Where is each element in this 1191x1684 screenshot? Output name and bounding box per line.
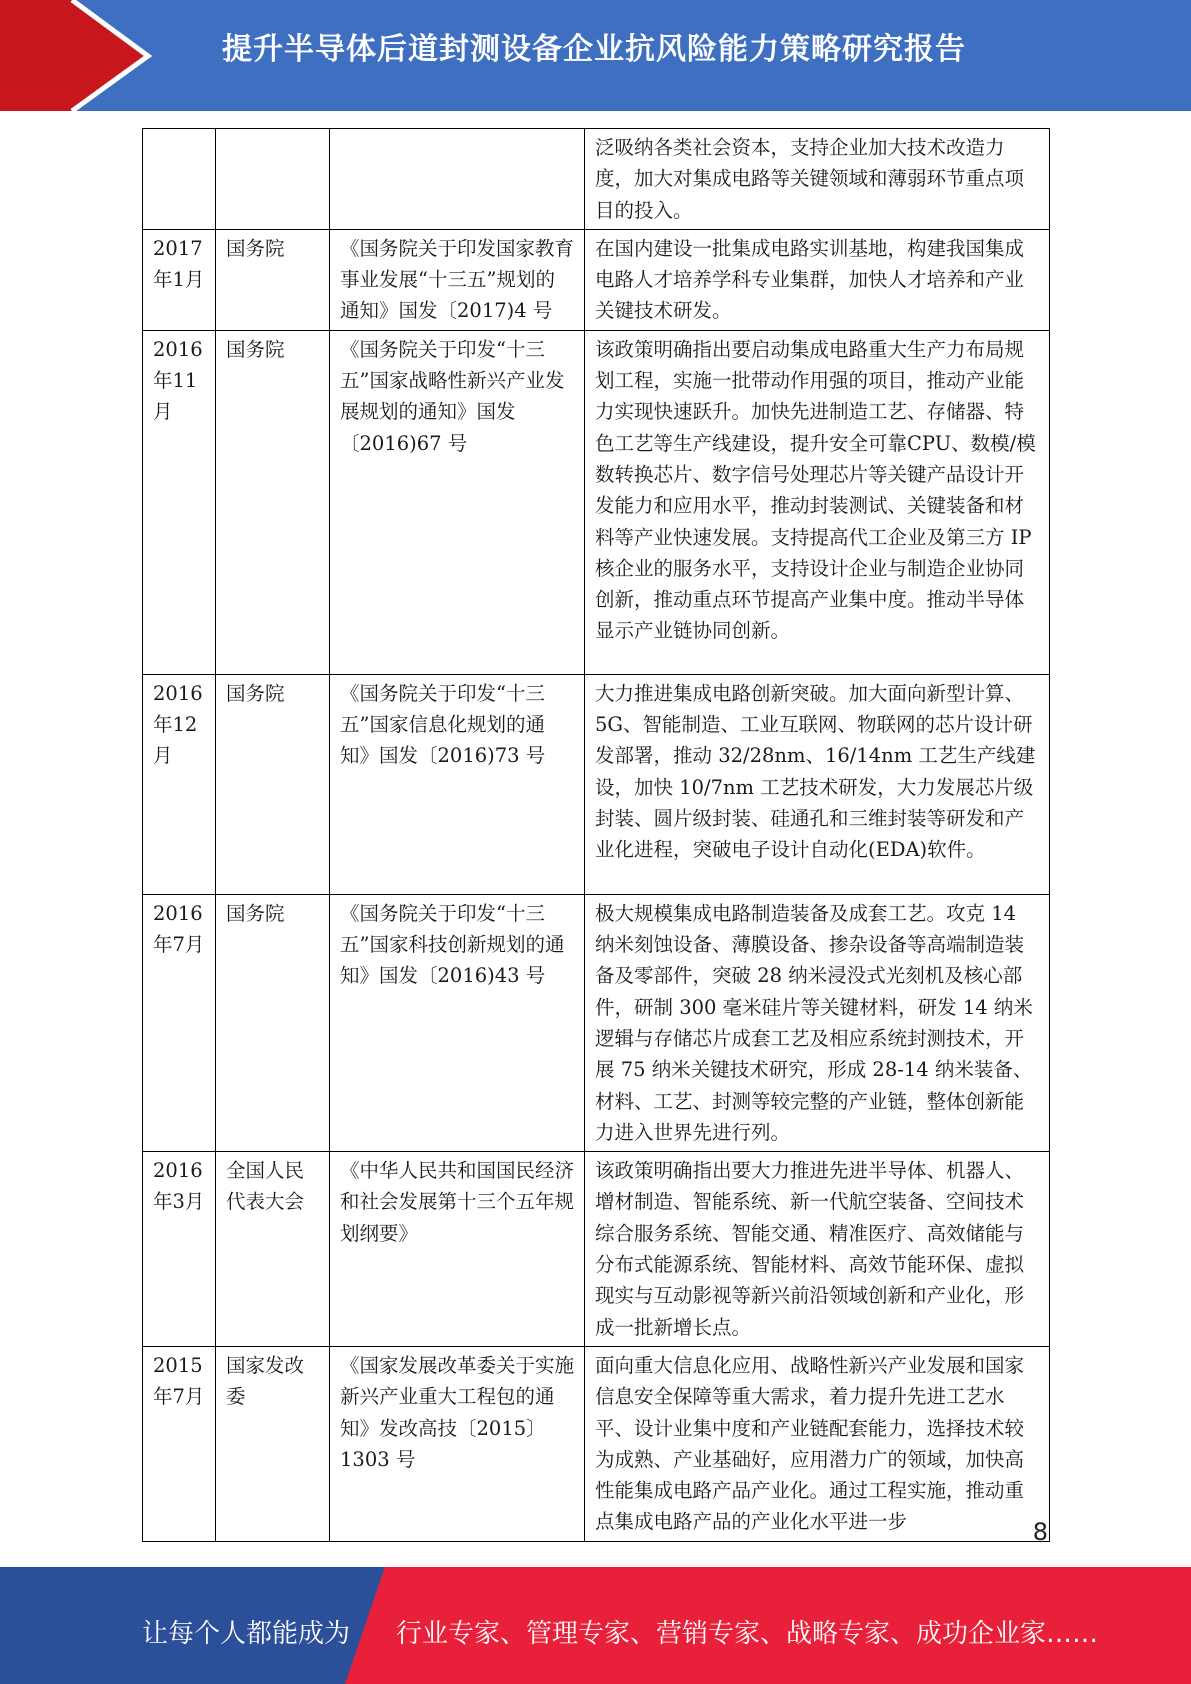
cell-document: 《中华人民共和国国民经济和社会发展第十三个五年规划纲要》 xyxy=(330,1152,585,1347)
cell-date: 2016年11月 xyxy=(143,330,216,674)
page-header xyxy=(0,0,1191,111)
cell-content: 该政策明确指出要启动集成电路重大生产力布局规划工程，实施一批带动作用强的项目，推动产业能力实现快速跃升。加快先进制造工艺、存储器、特色工艺等生产线建设，提升安全可靠CPU、数模/模数转换芯片、数字信号处理芯片等关键产品设计开发能力和应用水平，推动封装测试、关键装备和材料等产业快速发展。支持提高代工企业及第三方 IP 核企业的服务水平，支持设计企业与制造企业协同创新，推动重点环节提高产业集中度。推动半导体显示产业链协同创新。 xyxy=(585,330,1050,674)
table-row xyxy=(143,674,1050,894)
policy-table xyxy=(142,128,1050,1542)
table-row xyxy=(143,229,1050,330)
cell-content: 泛吸纳各类社会资本，支持企业加大技术改造力度，加大对集成电路等关键领域和薄弱环节重点项目的投入。 xyxy=(585,129,1050,230)
cell-document: 《国务院关于印发国家教育事业发展“十三五”规划的通知》国发〔2017)4 号 xyxy=(330,229,585,330)
cell-issuer: 国务院 xyxy=(216,674,330,894)
table-row xyxy=(143,129,1050,230)
page-number: 8 xyxy=(1032,1518,1048,1546)
cell-content: 在国内建设一批集成电路实训基地，构建我国集成电路人才培养学科专业集群，加快人才培养和产业关键技术研发。 xyxy=(585,229,1050,330)
cell-document xyxy=(330,129,585,230)
cell-document: 《国务院关于印发“十三五”国家信息化规划的通知》国发〔2016)73 号 xyxy=(330,674,585,894)
cell-date: 2016年3月 xyxy=(143,1152,216,1347)
footer-slogan-left: 让每个人都能成为 xyxy=(142,1619,351,1649)
cell-date: 2015年7月 xyxy=(143,1346,216,1541)
cell-content: 该政策明确指出要大力推进先进半导体、机器人、增材制造、智能系统、新一代航空装备、空间技术综合服务系统、智能交通、精准医疗、高效储能与分布式能源系统、智能材料、高效节能环保、虚拟现实与互动影视等新兴前沿领域创新和产业化，形成一批新增长点。 xyxy=(585,1152,1050,1347)
cell-document: 《国务院关于印发“十三五”国家战略性新兴产业发展规划的通知》国发〔2016)67 号 xyxy=(330,330,585,674)
footer-slogan-right: 行业专家、管理专家、营销专家、战略专家、成功企业家…… xyxy=(396,1619,1099,1649)
table-row xyxy=(143,1346,1050,1541)
cell-date: 2016年7月 xyxy=(143,894,216,1151)
cell-date xyxy=(143,129,216,230)
cell-date: 2017年1月 xyxy=(143,229,216,330)
cell-issuer xyxy=(216,129,330,230)
cell-content: 面向重大信息化应用、战略性新兴产业发展和国家信息安全保障等重大需求，着力提升先进工艺水平、设计业集中度和产业链配套能力，选择技术较为成熟、产业基础好，应用潜力广的领域，加快高性能集成电路产品产业化。通过工程实施，推动重点集成电路产品的产业化水平进一步 xyxy=(585,1346,1050,1541)
table-row xyxy=(143,330,1050,674)
page-footer xyxy=(0,1567,1191,1684)
report-title: 提升半导体后道封测设备企业抗风险能力策略研究报告 xyxy=(222,32,966,67)
cell-issuer: 国务院 xyxy=(216,229,330,330)
cell-date: 2016年12月 xyxy=(143,674,216,894)
table-row xyxy=(143,1152,1050,1347)
cell-issuer: 国务院 xyxy=(216,894,330,1151)
table-row xyxy=(143,894,1050,1151)
cell-issuer: 国家发改委 xyxy=(216,1346,330,1541)
cell-issuer: 全国人民代表大会 xyxy=(216,1152,330,1347)
cell-content: 大力推进集成电路创新突破。加大面向新型计算、5G、智能制造、工业互联网、物联网的芯片设计研发部署，推动 32/28nm、16/14nm 工艺生产线建设，加快 10/7nm 工艺技术研发，大力发展芯片级封装、圆片级封装、硅通孔和三维封装等研发和产业化进程，突破电子设计自动化(EDA)软件。 xyxy=(585,674,1050,894)
cell-issuer: 国务院 xyxy=(216,330,330,674)
cell-document: 《国家发展改革委关于实施新兴产业重大工程包的通知》发改高技〔2015〕1303 号 xyxy=(330,1346,585,1541)
cell-document: 《国务院关于印发“十三五”国家科技创新规划的通知》国发〔2016)43 号 xyxy=(330,894,585,1151)
cell-content: 极大规模集成电路制造装备及成套工艺。攻克 14 纳米刻蚀设备、薄膜设备、掺杂设备等高端制造装备及零部件，突破 28 纳米浸没式光刻机及核心部件，研制 300 毫米硅片等关键材料，研发 14 纳米逻辑与存储芯片成套工艺及相应系统封测技术，开展 75 纳米关键技术研究，形成 28-14 纳米装备、材料、工艺、封测等较完整的产业链，整体创新能力进入世界先进行列。 xyxy=(585,894,1050,1151)
